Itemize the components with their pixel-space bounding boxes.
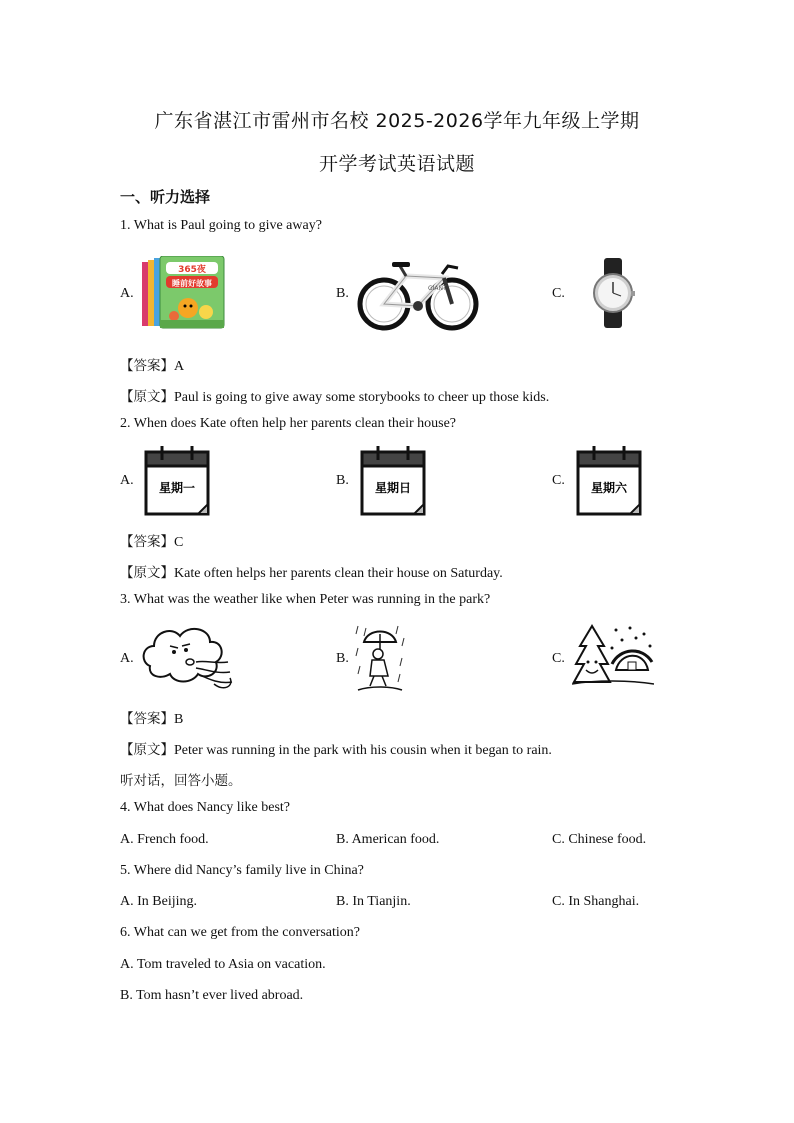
script-text: Paul is going to give away some storybooks to cheer up those kids.	[174, 390, 550, 405]
bicycle-icon	[356, 258, 480, 332]
q4-option-a: A. French food.	[120, 832, 209, 847]
question-1: 1. What is Paul going to give away?	[120, 218, 322, 233]
answer-tag: 【答案】	[120, 358, 174, 374]
q3-option-b-label: B.	[336, 651, 349, 666]
calendar-label-a: 星期一	[158, 481, 196, 495]
q2-option-a-label: A.	[120, 473, 134, 488]
q4-option-c: C. Chinese food.	[552, 832, 647, 847]
question-4: 4. What does Nancy like best?	[120, 800, 291, 815]
q3-script	[120, 738, 552, 759]
storybook-icon	[140, 256, 226, 330]
script-tag: 【原文】	[120, 742, 174, 758]
answer-tag: 【答案】	[120, 711, 174, 727]
answer-tag: 【答案】	[120, 534, 174, 550]
script-tag: 【原文】	[120, 565, 174, 581]
q6-option-a: A. Tom traveled to Asia on vacation.	[120, 957, 326, 972]
calendar-icon	[142, 444, 212, 518]
q1-option-c-label: C.	[552, 286, 565, 301]
q1-option-b-label: B.	[336, 286, 349, 301]
calendar-label-b: 星期日	[374, 481, 412, 495]
book-title-1: 365夜	[178, 265, 206, 275]
calendar-icon	[574, 444, 644, 518]
page-title-line2: 开学考试英语试题	[318, 153, 475, 175]
question-2: 2. When does Kate often help her parents clean their house?	[120, 416, 456, 431]
rain-umbrella-icon	[354, 624, 406, 694]
q3-option-a-label: A.	[120, 651, 134, 666]
calendar-label-c: 星期六	[590, 481, 628, 495]
wristwatch-icon	[590, 258, 636, 328]
windy-cloud-icon	[140, 622, 236, 694]
question-6: 6. What can we get from the conversation?	[120, 925, 360, 940]
svg-text:GIANT: GIANT	[428, 285, 447, 292]
snow-scene-icon	[572, 624, 654, 694]
q5-option-b: B. In Tianjin.	[336, 894, 411, 909]
question-3: 3. What was the weather like when Peter was running in the park?	[120, 592, 491, 607]
q6-option-b: B. Tom hasn’t ever lived abroad.	[120, 988, 304, 1003]
calendar-icon	[358, 444, 428, 518]
q1-option-a-label: A.	[120, 286, 134, 301]
answer-value: C	[174, 535, 184, 550]
page-title-line1: 广东省湛江市雷州市名校 2025-2026学年九年级上学期	[154, 110, 640, 132]
q5-option-c: C. In Shanghai.	[552, 894, 640, 909]
q1-answer	[120, 354, 184, 375]
q5-option-a: A. In Beijing.	[120, 894, 197, 909]
q2-answer	[120, 530, 183, 551]
q3-answer	[120, 707, 183, 728]
script-text: Kate often helps her parents clean their house on Saturday.	[174, 566, 503, 581]
q1-script	[120, 385, 549, 406]
script-tag: 【原文】	[120, 389, 174, 405]
script-text: Peter was running in the park with his cousin when it began to rain.	[174, 743, 552, 758]
q2-option-b-label: B.	[336, 473, 349, 488]
q2-script	[120, 561, 503, 582]
q3-option-c-label: C.	[552, 651, 565, 666]
answer-value: A	[174, 359, 185, 374]
section-heading: 一、听力选择	[120, 188, 211, 206]
listening-instruction: 听对话，回答小题。	[120, 773, 242, 789]
answer-value: B	[174, 712, 184, 727]
question-5: 5. Where did Nancy’s family live in China?	[120, 863, 364, 878]
book-title-2: 睡前好故事	[172, 279, 212, 288]
q4-option-b: B. American food.	[336, 832, 440, 847]
q2-option-c-label: C.	[552, 473, 565, 488]
